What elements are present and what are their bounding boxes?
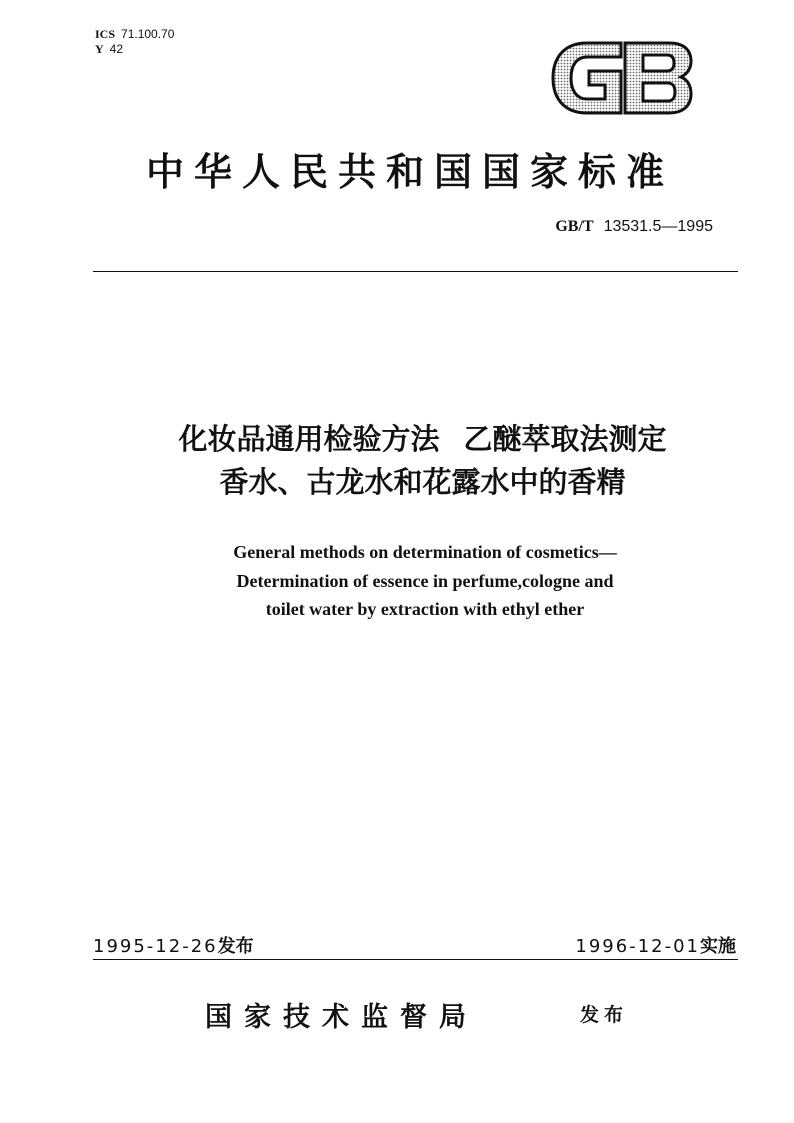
bottom-divider <box>93 959 738 960</box>
issue-date <box>93 932 254 958</box>
chinese-title-line-1 <box>60 418 785 461</box>
implementation-date-suffix: 实施 <box>700 936 736 957</box>
ics-line <box>95 27 174 42</box>
publisher-suffix: 发布 <box>580 1004 629 1026</box>
ics-label: ICS <box>95 27 116 41</box>
country-standard-heading: 中华人民共和国国家标准 <box>145 149 674 194</box>
gb-logo-b-shape <box>625 43 691 113</box>
top-divider <box>93 271 738 272</box>
classification-codes <box>95 27 174 57</box>
gb-logo-g-shape <box>553 43 621 113</box>
chinese-title-line-2: 香水、古龙水和花露水中的香精 <box>219 465 626 499</box>
standard-number <box>555 218 713 236</box>
chinese-title <box>60 418 785 504</box>
english-title-line-3: toilet water by extraction with ethyl ether <box>265 599 585 619</box>
ics-value: 71.100.70 <box>121 27 175 41</box>
implementation-date-value: 1996-12-01 <box>575 936 700 957</box>
issue-date-value: 1995-12-26 <box>93 936 218 957</box>
english-title-line-2: Determination of essence in perfume,cologne and <box>236 570 614 591</box>
ccs-line <box>95 42 174 57</box>
english-title <box>60 538 790 624</box>
publisher-name: 国家技术监督局 <box>205 1002 478 1033</box>
standard-prefix: GB/T <box>555 218 594 235</box>
gb-logo <box>551 41 693 115</box>
ccs-value: 42 <box>109 42 124 56</box>
implementation-date <box>575 932 736 958</box>
standard-code: 13531.5—1995 <box>603 218 713 235</box>
issue-date-suffix: 发布 <box>217 936 254 957</box>
english-title-line-1: General methods on determination of cosmetics— <box>233 542 617 562</box>
ccs-label: Y <box>95 42 104 56</box>
chinese-title-part-2: 乙醚萃取法测定 <box>463 422 667 456</box>
chinese-title-part-1: 化妆品通用检验方法 <box>178 422 440 456</box>
